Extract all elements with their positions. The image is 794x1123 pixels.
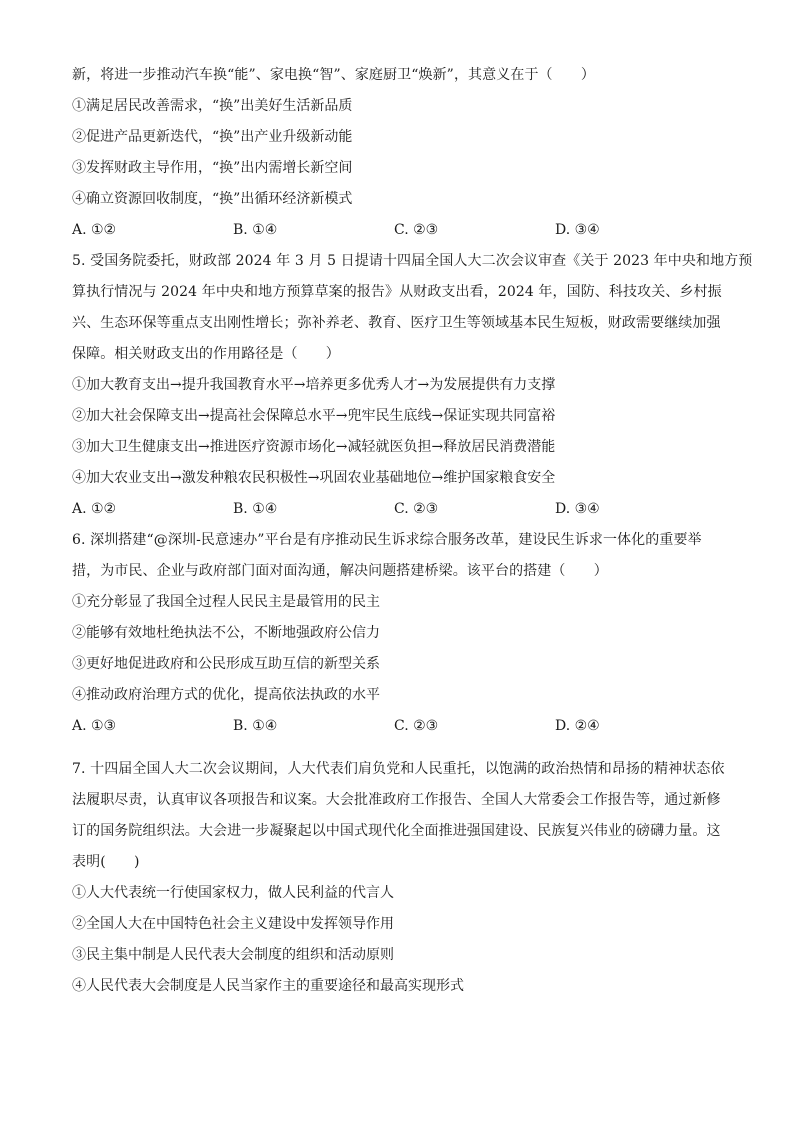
option-c: C. ②③ <box>394 718 439 734</box>
question-stem-line: 表明( ) <box>72 854 140 870</box>
question-7 <box>72 754 726 1002</box>
statement-4: ④加大农业支出→激发种粮农民积极性→巩固农业基础地位→维护国家粮食安全 <box>72 470 556 486</box>
question-stem-line: 6. 深圳搭建“@深圳-民意速办”平台是有序推动民生诉求综合服务改革，建设民生诉求一体化的重要举 <box>72 532 702 548</box>
option-d: D. ③④ <box>555 501 600 517</box>
question-stem-line: 订的国务院组织法。大会进一步凝聚起以中国式现代化全面推进强国建设、民族复兴伟业的磅礴力量。这 <box>72 823 721 839</box>
statement-3: ③加大卫生健康支出→推进医疗资源市场化→减轻就医负担→释放居民消费潜能 <box>72 439 556 455</box>
statement-4: ④推动政府治理方式的优化，提高依法执政的水平 <box>72 687 380 703</box>
question-stem-line: 7. 十四届全国人大二次会议期间，人大代表们肩负党和人民重托，以饱满的政治热情和昂扬的精神状态依 <box>72 761 725 777</box>
statement-2: ②能够有效地杜绝执法不公，不断地强政府公信力 <box>72 625 380 641</box>
statement-2: ②加大社会保障支出→提高社会保障总水平→兜牢民生底线→保证实现共同富裕 <box>72 408 556 424</box>
statement-1: ①充分彰显了我国全过程人民民主是最管用的民主 <box>72 594 380 610</box>
question-stem-line: 法履职尽责，认真审议各项报告和议案。大会批准政府工作报告、全国人大常委会工作报告等，通过新修 <box>72 792 721 808</box>
question-stem-line: 算执行情况与 2024 年中央和地方预算草案的报告》从财政支出看，2024 年，国防、科技攻关、乡村振 <box>72 284 722 300</box>
statement-3: ③发挥财政主导作用，“换”出内需增长新空间 <box>72 160 353 176</box>
statement-2: ②全国人大在中国特色社会主义建设中发挥领导作用 <box>72 916 394 932</box>
statement-3: ③更好地促进政府和公民形成互助互信的新型关系 <box>72 656 380 672</box>
option-d: D. ③④ <box>555 222 600 238</box>
question-5 <box>72 246 753 525</box>
question-stem-line: 兴、生态环保等重点支出刚性增长；弥补养老、教育、医疗卫生等领域基本民生短板，财政需要继续加强 <box>72 315 721 331</box>
option-d: D. ②④ <box>555 718 600 734</box>
option-b: B. ①④ <box>233 718 278 734</box>
question-stem-line: 保障。相关财政支出的作用路径是（ ） <box>72 346 340 362</box>
question-6 <box>72 525 726 742</box>
question-stem-line: 新，将进一步推动汽车换“能”、家电换“智”、家庭厨卫“焕新”，其意义在于（ ） <box>72 67 595 83</box>
statement-1: ①满足居民改善需求，“换”出美好生活新品质 <box>72 98 353 114</box>
question-stem-line: 5. 受国务院委托，财政部 2024 年 3 月 5 日提请十四届全国人大二次会议审查《关于 2023 年中央和地方预 <box>72 253 753 269</box>
option-a: A. ①② <box>72 501 117 517</box>
option-b: B. ①④ <box>233 222 278 238</box>
option-c: C. ②③ <box>394 501 439 517</box>
answer-options <box>72 215 726 246</box>
statement-1: ①人大代表统一行使国家权力，做人民利益的代言人 <box>72 885 394 901</box>
statement-1: ①加大教育支出→提升我国教育水平→培养更多优秀人才→为发展提供有力支撑 <box>72 377 556 393</box>
question-stem-line: 措，为市民、企业与政府部门面对面沟通，解决问题搭建桥梁。该平台的搭建（ ） <box>72 563 608 579</box>
answer-options <box>72 494 726 525</box>
option-a: A. ①② <box>72 222 117 238</box>
statement-4: ④确立资源回收制度，“换”出循环经济新模式 <box>72 191 353 207</box>
option-b: B. ①④ <box>233 501 278 517</box>
statement-3: ③民主集中制是人民代表大会制度的组织和活动原则 <box>72 947 394 963</box>
option-c: C. ②③ <box>394 222 439 238</box>
statement-4: ④人民代表大会制度是人民当家作主的重要途径和最高实现形式 <box>72 978 464 994</box>
option-a: A. ①③ <box>72 718 117 734</box>
statement-2: ②促进产品更新迭代，“换”出产业升级新动能 <box>72 129 353 145</box>
question-4 <box>72 60 726 246</box>
answer-options <box>72 711 726 742</box>
